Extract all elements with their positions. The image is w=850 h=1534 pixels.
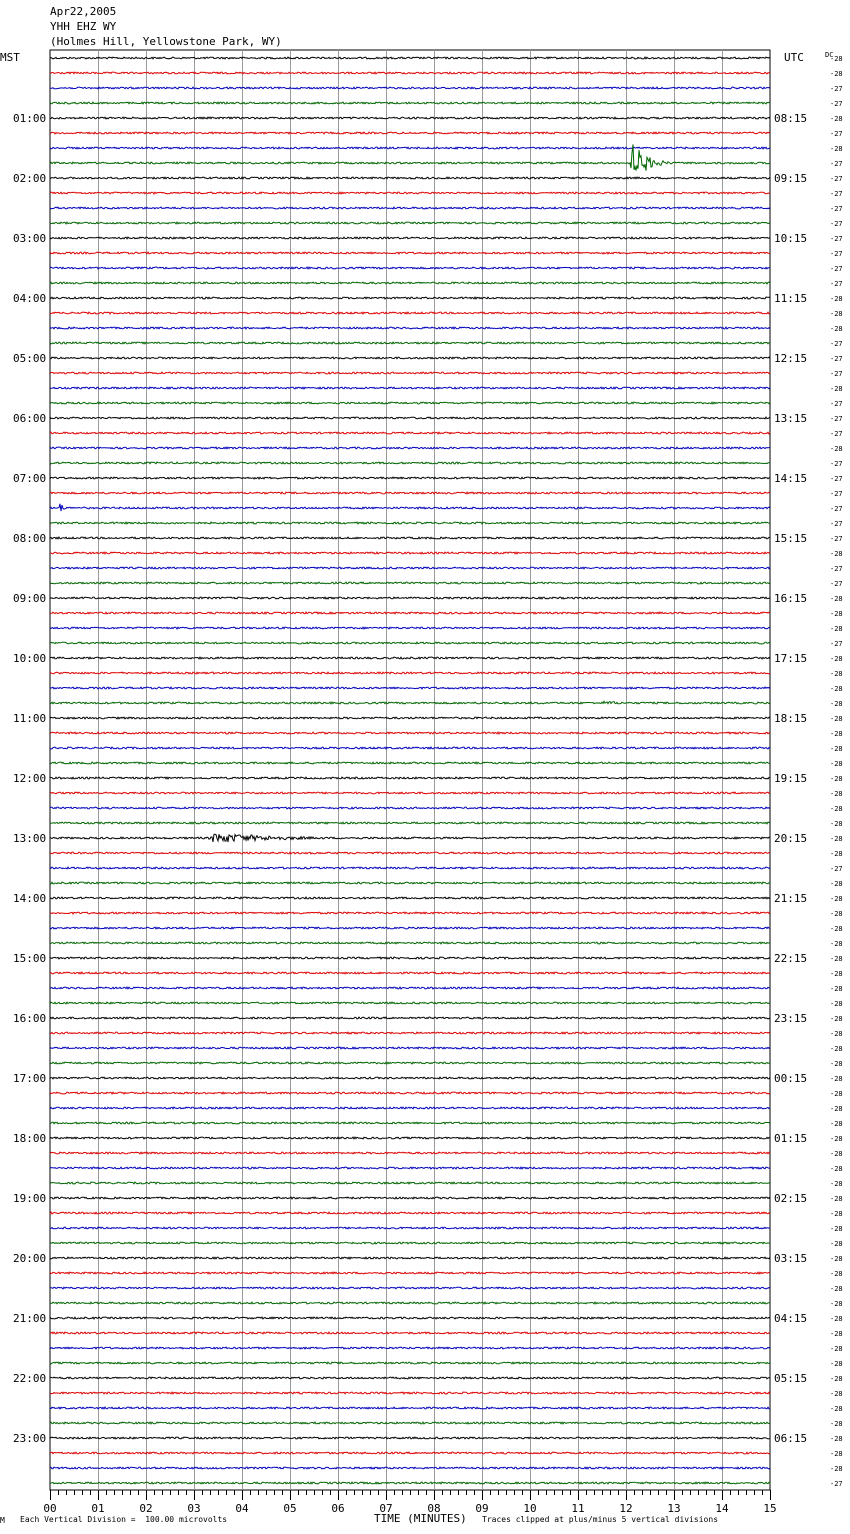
seismic-trace — [50, 462, 770, 464]
seismic-trace — [50, 1392, 770, 1394]
dc-offset-label: -28 — [830, 1150, 843, 1158]
dc-offset-label: -27 — [830, 235, 843, 243]
dc-offset-label: -28 — [830, 1330, 843, 1338]
utc-hour-label: 23:15 — [774, 1012, 808, 1025]
dc-offset-label: -28 — [830, 1135, 843, 1143]
x-tick-label: 09 — [475, 1502, 489, 1515]
dc-offset-label: -28 — [830, 310, 843, 318]
seismic-trace — [50, 522, 770, 524]
seismic-trace — [50, 867, 770, 869]
seismic-trace — [50, 987, 770, 989]
dc-offset-label: -27 — [830, 130, 843, 138]
utc-hour-label: 18:15 — [774, 712, 808, 725]
seismic-trace — [50, 402, 770, 404]
seismic-trace — [50, 1227, 770, 1229]
dc-offset-label: -28 — [830, 1465, 843, 1473]
dc-offset-label: -28 — [830, 730, 843, 738]
dc-offset-label: -27 — [830, 865, 843, 873]
mst-hour-label: 12:00 — [13, 772, 47, 785]
seismic-trace — [50, 657, 770, 659]
dc-offset-label: -28 — [830, 1120, 843, 1128]
dc-offset-label: -28 — [830, 445, 843, 453]
mst-hour-labels — [13, 112, 46, 1445]
x-tick-label: 08 — [427, 1502, 441, 1515]
utc-hour-label: 15:15 — [774, 532, 808, 545]
seismic-trace — [50, 1197, 770, 1199]
utc-hour-label: 13:15 — [774, 412, 808, 425]
dc-offset-label: -28 — [830, 1045, 843, 1053]
seismic-trace — [50, 732, 770, 734]
dc-offset-label: -27 — [830, 475, 843, 483]
mst-hour-label: 03:00 — [13, 232, 47, 245]
mst-hour-label: 04:00 — [13, 292, 47, 305]
utc-hour-label: 16:15 — [774, 592, 808, 605]
dc-offset-label: -28 — [830, 1285, 843, 1293]
dc-offset-label: -28 — [830, 55, 843, 63]
seismic-trace — [50, 687, 770, 689]
seismic-trace — [50, 1377, 770, 1379]
utc-hour-label: 02:15 — [774, 1192, 808, 1205]
seismic-trace — [50, 807, 770, 809]
seismic-trace — [50, 237, 770, 239]
seismic-trace — [50, 477, 770, 479]
seismic-trace — [50, 102, 770, 104]
utc-label: UTC — [784, 51, 804, 64]
mst-hour-label: 14:00 — [13, 892, 47, 905]
utc-hour-label: 04:15 — [774, 1312, 808, 1325]
seismic-trace — [50, 87, 770, 89]
mst-hour-label: 10:00 — [13, 652, 47, 665]
seismic-trace — [50, 267, 770, 269]
x-tick-label: 05 — [283, 1502, 297, 1515]
mst-hour-label: 08:00 — [13, 532, 47, 545]
seismic-trace — [50, 1047, 770, 1049]
dc-offset-label: -28 — [830, 1360, 843, 1368]
dc-offset-label: -28 — [830, 715, 843, 723]
seismic-trace — [50, 72, 770, 74]
seismic-trace — [50, 1017, 770, 1019]
seismic-trace — [50, 342, 770, 344]
seismic-trace — [50, 1482, 770, 1484]
utc-hour-label: 12:15 — [774, 352, 808, 365]
seismic-trace — [50, 1332, 770, 1334]
dc-offset-label: -28 — [830, 1300, 843, 1308]
dc-offset-label: -28 — [830, 1435, 843, 1443]
mst-hour-label: 16:00 — [13, 1012, 47, 1025]
dc-offset-label: -28 — [830, 1390, 843, 1398]
mst-hour-label: 09:00 — [13, 592, 47, 605]
dc-offset-label: -28 — [830, 985, 843, 993]
seismic-trace — [50, 942, 770, 944]
seismic-trace — [50, 1272, 770, 1274]
mst-hour-label: 05:00 — [13, 352, 47, 365]
dc-offset-label: -27 — [830, 250, 843, 258]
mst-hour-label: 06:00 — [13, 412, 47, 425]
dc-offset-label: -28 — [830, 820, 843, 828]
seismic-trace — [50, 504, 770, 511]
seismic-trace — [50, 972, 770, 974]
seismic-trace — [50, 417, 770, 419]
x-tick-label: 07 — [379, 1502, 393, 1515]
dc-offset-label: -27 — [830, 220, 843, 228]
location-label: (Holmes Hill, Yellowstone Park, WY) — [50, 35, 282, 48]
seismic-trace — [50, 282, 770, 284]
seismic-trace — [50, 1212, 770, 1214]
dc-offset-label: -27 — [830, 340, 843, 348]
dc-offset-label: -27 — [830, 580, 843, 588]
x-tick-label: 11 — [571, 1502, 585, 1515]
seismic-trace — [50, 1122, 770, 1124]
seismic-trace — [50, 897, 770, 899]
utc-hour-labels — [774, 112, 807, 1445]
seismic-trace — [50, 1032, 770, 1034]
utc-hour-label: 06:15 — [774, 1432, 808, 1445]
utc-hour-label: 19:15 — [774, 772, 808, 785]
dc-offset-label: -28 — [830, 595, 843, 603]
dc-offset-label: -28 — [830, 850, 843, 858]
seismic-trace — [50, 1002, 770, 1004]
dc-offset-label: -28 — [830, 790, 843, 798]
seismic-trace — [50, 567, 770, 569]
seismic-trace — [50, 957, 770, 959]
dc-offset-label: -28 — [830, 1375, 843, 1383]
dc-offset-label: -27 — [830, 640, 843, 648]
corner-mark: M — [0, 1516, 5, 1525]
dc-offset-label: -27 — [830, 505, 843, 513]
dc-offset-label: -28 — [830, 670, 843, 678]
seismic-trace — [50, 222, 770, 224]
seismic-trace — [50, 312, 770, 314]
dc-offset-label: -27 — [830, 280, 843, 288]
seismic-trace — [50, 822, 770, 824]
seismic-trace — [50, 1152, 770, 1154]
x-tick-label: 00 — [43, 1502, 57, 1515]
seismic-trace — [50, 1137, 770, 1139]
dc-offset-label: -28 — [830, 895, 843, 903]
seismic-trace — [50, 537, 770, 539]
dc-offset-label: -28 — [830, 685, 843, 693]
seismic-trace — [50, 57, 770, 59]
seismic-trace — [50, 852, 770, 854]
seismic-trace — [50, 1467, 770, 1469]
mst-hour-label: 18:00 — [13, 1132, 47, 1145]
utc-hour-label: 10:15 — [774, 232, 808, 245]
mst-hour-label: 13:00 — [13, 832, 47, 845]
seismic-trace — [50, 192, 770, 194]
seismic-trace — [50, 597, 770, 599]
seismic-trace — [50, 747, 770, 749]
seismic-trace — [50, 1107, 770, 1109]
seismic-trace — [50, 1422, 770, 1424]
dc-offset-label: -28 — [830, 760, 843, 768]
utc-hour-label: 14:15 — [774, 472, 808, 485]
dc-offset-label: -28 — [830, 1450, 843, 1458]
seismic-trace — [50, 1257, 770, 1259]
seismic-trace — [50, 207, 770, 209]
seismic-trace — [50, 447, 770, 449]
seismic-trace — [50, 1242, 770, 1244]
mst-hour-label: 19:00 — [13, 1192, 47, 1205]
dc-offset-label: -28 — [830, 325, 843, 333]
dc-offset-label: -28 — [830, 745, 843, 753]
dc-offset-label: -27 — [830, 490, 843, 498]
seismic-trace — [50, 582, 770, 584]
dc-offset-label: -28 — [830, 1030, 843, 1038]
dc-offset-label: -28 — [830, 1165, 843, 1173]
dc-offset-label: -27 — [830, 520, 843, 528]
x-tick-label: 04 — [235, 1502, 249, 1515]
dc-offset-label: -28 — [830, 1405, 843, 1413]
dc-offset-label: -28 — [830, 550, 843, 558]
seismic-trace — [50, 147, 770, 149]
trace-group — [50, 57, 770, 1484]
dc-offset-label: -28 — [830, 70, 843, 78]
seismic-trace — [50, 177, 770, 179]
dc-offset-label: -28 — [830, 700, 843, 708]
dc-offset-label: -27 — [830, 175, 843, 183]
dc-offset-label: -28 — [830, 835, 843, 843]
mst-label: MST — [0, 51, 20, 64]
dc-offset-label: -28 — [830, 1105, 843, 1113]
seismic-trace — [50, 672, 770, 674]
seismic-trace — [50, 1077, 770, 1079]
dc-offset-label: -28 — [830, 1195, 843, 1203]
seismic-trace — [50, 327, 770, 329]
dc-offset-label: -27 — [830, 1480, 843, 1488]
dc-offset-label: -27 — [830, 400, 843, 408]
seismic-trace — [50, 1437, 770, 1439]
seismic-trace — [50, 552, 770, 554]
seismic-trace — [50, 612, 770, 614]
dc-offset-label: -28 — [830, 1075, 843, 1083]
utc-hour-label: 01:15 — [774, 1132, 808, 1145]
seismic-trace — [50, 834, 770, 842]
dc-offset-label: -27 — [830, 160, 843, 168]
mst-hour-label: 23:00 — [13, 1432, 47, 1445]
seismic-trace — [50, 777, 770, 779]
dc-offset-label: -27 — [830, 370, 843, 378]
utc-hour-label: 17:15 — [774, 652, 808, 665]
dc-offset-labels — [830, 55, 843, 1488]
seismic-trace — [50, 1182, 770, 1184]
seismic-trace — [50, 1362, 770, 1364]
dc-offset-label: -27 — [830, 205, 843, 213]
dc-offset-label: -28 — [830, 1015, 843, 1023]
dc-offset-label: -27 — [830, 190, 843, 198]
x-axis-title: TIME (MINUTES) — [374, 1512, 467, 1525]
dc-offset-label: -28 — [830, 1210, 843, 1218]
seismic-trace — [50, 1317, 770, 1319]
dc-offset-label: -27 — [830, 430, 843, 438]
mst-hour-label: 22:00 — [13, 1372, 47, 1385]
dc-offset-label: -28 — [830, 1345, 843, 1353]
dc-offset-label: -28 — [830, 955, 843, 963]
dc-offset-label: -28 — [830, 1060, 843, 1068]
dc-offset-label: -28 — [830, 1225, 843, 1233]
utc-hour-label: 21:15 — [774, 892, 808, 905]
dc-offset-label: -28 — [830, 925, 843, 933]
seismic-trace — [50, 912, 770, 914]
seismic-trace — [50, 432, 770, 434]
utc-hour-label: 09:15 — [774, 172, 808, 185]
x-tick-label: 10 — [523, 1502, 537, 1515]
dc-offset-label: -28 — [830, 1240, 843, 1248]
seismic-trace — [50, 252, 770, 254]
mst-hour-label: 15:00 — [13, 952, 47, 965]
dc-offset-label: -28 — [830, 1255, 843, 1263]
seismic-trace — [50, 717, 770, 719]
utc-hour-label: 20:15 — [774, 832, 808, 845]
seismic-trace — [50, 117, 770, 119]
dc-offset-label: -27 — [830, 100, 843, 108]
dc-offset-label: -27 — [830, 355, 843, 363]
seismic-trace — [50, 1452, 770, 1454]
station-label: YHH EHZ WY — [50, 20, 117, 33]
seismic-trace — [50, 627, 770, 629]
seismic-trace — [50, 492, 770, 494]
utc-hour-label: 22:15 — [774, 952, 808, 965]
mst-hour-label: 17:00 — [13, 1072, 47, 1085]
dc-offset-label: -28 — [830, 1000, 843, 1008]
dc-offset-label: -28 — [830, 775, 843, 783]
utc-hour-label: 00:15 — [774, 1072, 808, 1085]
seismic-trace — [50, 1407, 770, 1409]
x-tick-label: 14 — [715, 1502, 729, 1515]
dc-offset-label: -28 — [830, 610, 843, 618]
mst-hour-label: 21:00 — [13, 1312, 47, 1325]
seismic-trace — [50, 1167, 770, 1169]
seismic-trace — [50, 357, 770, 359]
dc-offset-label: -28 — [830, 970, 843, 978]
x-tick-label: 01 — [91, 1502, 105, 1515]
dc-offset-label: -28 — [830, 880, 843, 888]
x-tick-label: 15 — [763, 1502, 777, 1515]
seismic-trace — [50, 882, 770, 884]
utc-hour-label: 05:15 — [774, 1372, 808, 1385]
x-tick-label: 06 — [331, 1502, 345, 1515]
dc-offset-label: -27 — [830, 265, 843, 273]
x-tick-label: 13 — [667, 1502, 681, 1515]
seismic-trace — [50, 372, 770, 374]
seismic-trace — [50, 792, 770, 794]
dc-offset-label: -28 — [830, 805, 843, 813]
dc-offset-label: -28 — [830, 1420, 843, 1428]
seismic-trace — [50, 762, 770, 764]
x-tick-label: 12 — [619, 1502, 633, 1515]
dc-offset-label: -28 — [830, 145, 843, 153]
dc-offset-label: -28 — [830, 1315, 843, 1323]
dc-offset-label: -28 — [830, 655, 843, 663]
dc-offset-label: -28 — [830, 940, 843, 948]
mst-hour-label: 07:00 — [13, 472, 47, 485]
dc-offset-label: -27 — [830, 460, 843, 468]
seismic-trace — [50, 1302, 770, 1304]
dc-offset-label: -27 — [830, 565, 843, 573]
dc-offset-label: -28 — [830, 295, 843, 303]
mst-hour-label: 01:00 — [13, 112, 47, 125]
dc-offset-label: -27 — [830, 415, 843, 423]
dc-offset-label: -28 — [830, 1180, 843, 1188]
utc-hour-label: 03:15 — [774, 1252, 808, 1265]
seismic-trace — [50, 927, 770, 929]
date-label: Apr22,2005 — [50, 5, 117, 18]
seismic-trace — [50, 387, 770, 389]
dc-offset-label: -27 — [830, 535, 843, 543]
x-tick-label: 02 — [139, 1502, 153, 1515]
seismic-trace — [50, 297, 770, 299]
mst-hour-label: 11:00 — [13, 712, 47, 725]
dc-offset-label: -28 — [830, 385, 843, 393]
seismic-trace — [50, 1092, 770, 1094]
dc-offset-label: -28 — [830, 910, 843, 918]
seismic-trace — [50, 1062, 770, 1064]
dc-offset-label: -28 — [830, 1270, 843, 1278]
dc-offset-label: -28 — [830, 625, 843, 633]
utc-hour-label: 08:15 — [774, 112, 808, 125]
scale-note: Each Vertical Division = 100.00 microvolts — [20, 1515, 228, 1524]
mst-hour-label: 20:00 — [13, 1252, 47, 1265]
x-tick-label: 03 — [187, 1502, 201, 1515]
seismic-trace — [50, 642, 770, 644]
seismic-trace — [50, 132, 770, 134]
seismic-trace — [50, 1287, 770, 1289]
seismic-trace — [50, 701, 770, 704]
utc-hour-label: 11:15 — [774, 292, 808, 305]
dc-label: DC — [825, 51, 834, 59]
dc-offset-label: -28 — [830, 1090, 843, 1098]
dc-offset-label: -27 — [830, 85, 843, 93]
clip-note: Traces clipped at plus/minus 5 vertical divisions — [482, 1515, 719, 1524]
seismic-trace — [50, 1347, 770, 1349]
mst-hour-label: 02:00 — [13, 172, 47, 185]
dc-offset-label: -28 — [830, 115, 843, 123]
